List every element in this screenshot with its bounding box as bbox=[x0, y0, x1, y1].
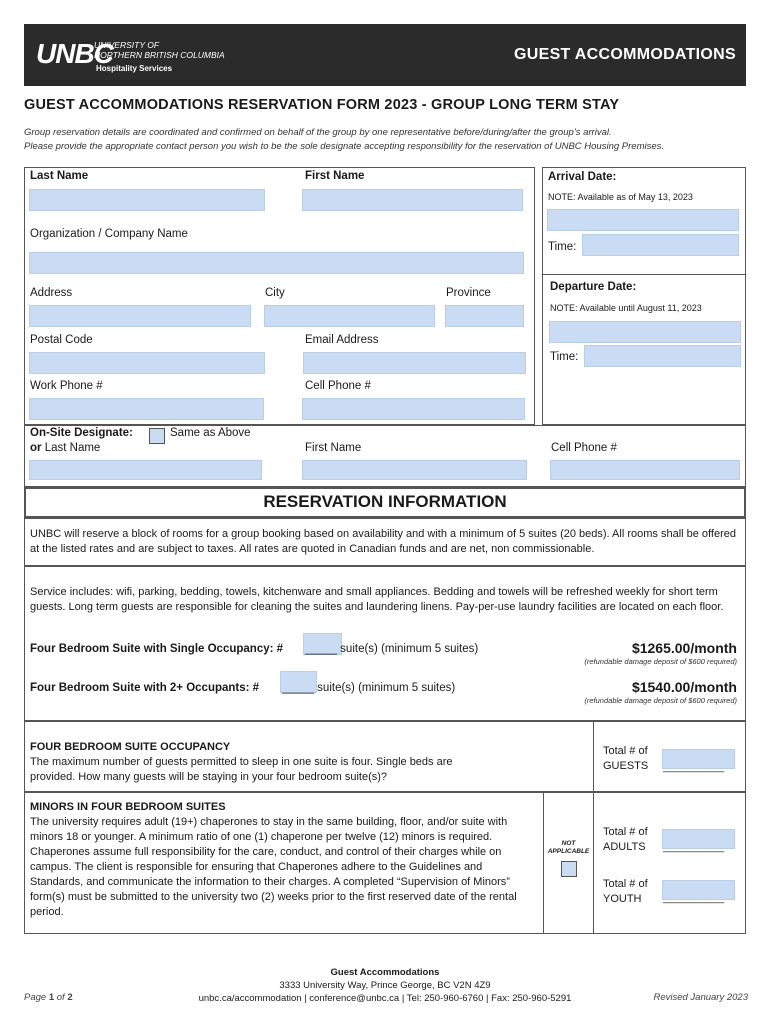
last-name-field[interactable] bbox=[29, 189, 265, 211]
not-applicable-line-1: NOT bbox=[561, 840, 576, 847]
departure-date-field[interactable] bbox=[549, 321, 741, 343]
total-adults-blank: __________ bbox=[663, 841, 725, 853]
email-field[interactable] bbox=[303, 352, 526, 374]
multi-occupancy-suffix: _____ suite(s) (minimum 5 suites) bbox=[282, 682, 456, 694]
occupancy-heading: FOUR BEDROOM SUITE OCCUPANCY bbox=[30, 741, 231, 753]
total-adults-label-2: ADULTS bbox=[603, 841, 646, 853]
work-phone-field[interactable] bbox=[29, 398, 264, 420]
multi-occupancy-label: Four Bedroom Suite with 2+ Occupants: # bbox=[30, 682, 260, 694]
university-line-1: UNIVERSITY OF bbox=[94, 40, 160, 50]
page-prefix: Page bbox=[24, 992, 47, 1003]
total-adults-label-1: Total # of bbox=[603, 826, 648, 838]
postal-code-label: Postal Code bbox=[30, 334, 93, 346]
total-youth-label-2: YOUTH bbox=[603, 893, 642, 905]
first-name-field[interactable] bbox=[302, 189, 523, 211]
total-guests-blank: __________ bbox=[663, 761, 725, 773]
header-title: GUEST ACCOMMODATIONS bbox=[514, 46, 736, 63]
unbc-logo: UNBC bbox=[36, 38, 113, 69]
city-field[interactable] bbox=[264, 305, 435, 327]
intro-line-1: Group reservation details are coordinated and confirmed on behalf of the group by one representative before/during/after the group’s arrival. bbox=[24, 127, 612, 138]
total-guests-label-2: GUESTS bbox=[603, 760, 649, 772]
total-adults-label bbox=[603, 825, 648, 855]
arrival-time-field[interactable] bbox=[582, 234, 739, 256]
multi-occupancy-deposit: (refundable damage deposit of $600 required) bbox=[584, 696, 737, 705]
total-youth-label-1: Total # of bbox=[603, 878, 648, 890]
university-line-2: NORTHERN BRITISH COLUMBIA bbox=[94, 50, 225, 60]
revised-date: Revised January 2023 bbox=[653, 992, 748, 1003]
arrival-note: NOTE: Available as of May 13, 2023 bbox=[548, 192, 693, 202]
onsite-first-name-field[interactable] bbox=[302, 460, 527, 480]
address-label: Address bbox=[30, 287, 73, 299]
same-as-above-checkbox[interactable] bbox=[149, 428, 165, 444]
organization-field[interactable] bbox=[29, 252, 524, 274]
onsite-last-name-field[interactable] bbox=[29, 460, 262, 480]
not-applicable-checkbox[interactable] bbox=[561, 861, 577, 877]
minors-text: The university requires adult (19+) chaperones to stay in the same building, floor, and/or suite with minors 18 or younger. A minimum ratio of one (1) chaperone per twelve (12) minors is required. Chaperones assume full responsibility for the care, conduct, and control of their charges while on campus. The client is responsible for ensuring that Chaperones adhere to the Guidelines and Standards, and communicate the information to their charges. A completed “Supervision of Minors” form(s) must be submitted to the university two (2) weeks prior to the first reserved date of the rental period. bbox=[30, 816, 517, 918]
footer-contact: unbc.ca/accommodation | conference@unbc.ca | Tel: 250-960-6760 | Fax: 250-960-5291 bbox=[198, 993, 572, 1004]
total-guests-label bbox=[603, 744, 648, 774]
departure-time-field[interactable] bbox=[584, 345, 741, 367]
onsite-first-name-label: First Name bbox=[305, 442, 362, 454]
page-total: 2 bbox=[67, 992, 73, 1003]
university-name bbox=[94, 40, 225, 60]
onsite-designate-label: On-Site Designate: bbox=[30, 427, 133, 439]
reservation-heading: RESERVATION INFORMATION bbox=[263, 492, 507, 511]
departure-time-label: Time: bbox=[550, 351, 579, 363]
cell-phone-label: Cell Phone # bbox=[305, 380, 371, 392]
total-youth-label bbox=[603, 877, 648, 907]
page-of: of bbox=[56, 992, 65, 1003]
form-title: GUEST ACCOMMODATIONS RESERVATION FORM 2023 - GROUP LONG TERM STAY bbox=[24, 97, 620, 113]
departure-note: NOTE: Available until August 11, 2023 bbox=[550, 303, 702, 313]
minors-heading: MINORS IN FOUR BEDROOM SUITES bbox=[30, 801, 226, 813]
single-occupancy-label: Four Bedroom Suite with Single Occupancy: # bbox=[30, 643, 284, 655]
cell-phone-field[interactable] bbox=[302, 398, 525, 420]
minors-divider-left bbox=[543, 792, 544, 934]
occupancy-text: The maximum number of guests permitted to sleep in one suite is four. Single beds are provided. How many guests will be staying in your four bedroom suite(s)? bbox=[30, 756, 453, 783]
email-label: Email Address bbox=[305, 334, 379, 346]
page-header bbox=[24, 24, 746, 86]
page-number bbox=[24, 992, 73, 1003]
city-label: City bbox=[265, 287, 285, 299]
not-applicable-label bbox=[544, 840, 593, 856]
not-applicable-line-2: APPLICABLE bbox=[547, 848, 590, 855]
footer-org: Guest Accommodations bbox=[330, 967, 440, 978]
province-label: Province bbox=[446, 287, 491, 299]
department-name: Hospitality Services bbox=[96, 64, 173, 73]
reservation-terms-text: UNBC will reserve a block of rooms for a group booking based on availability and with a minimum of 5 suites (20 beds). All rooms shall be offered at the listed rates and are subject to taxes. All rates are quoted in Canadian funds and are net, non commissionable. bbox=[30, 528, 736, 555]
same-as-above-label: Same as Above bbox=[170, 427, 251, 439]
departure-date-label: Departure Date: bbox=[550, 281, 637, 293]
onsite-cell-phone-field[interactable] bbox=[550, 460, 740, 480]
or-label: or bbox=[30, 442, 42, 454]
intro-text bbox=[24, 126, 746, 154]
single-occupancy-suffix: _____ suite(s) (minimum 5 suites) bbox=[305, 643, 479, 655]
arrival-time-label: Time: bbox=[548, 241, 577, 253]
last-name-label: Last Name bbox=[30, 170, 89, 182]
onsite-cell-phone-label: Cell Phone # bbox=[551, 442, 617, 454]
footer-contact-block bbox=[150, 966, 620, 1005]
onsite-last-name-text: Last Name bbox=[44, 442, 101, 454]
organization-label: Organization / Company Name bbox=[30, 228, 188, 240]
services-text: Service includes: wifi, parking, bedding, towels, kitchenware and small appliances. Bedding and towels will be refreshed weekly for short term guests. Long term guests are responsible for cleaning the suites and laundering linens. Pay-per-use laundry facilities are located on each floor. bbox=[30, 586, 724, 613]
address-field[interactable] bbox=[29, 305, 251, 327]
single-occupancy-deposit: (refundable damage deposit of $600 required) bbox=[584, 657, 737, 666]
total-youth-blank: __________ bbox=[663, 892, 725, 904]
footer-address: 3333 University Way, Prince George, BC V2N 4Z9 bbox=[279, 980, 491, 991]
work-phone-label: Work Phone # bbox=[30, 380, 103, 392]
onsite-last-name-label bbox=[30, 442, 100, 454]
page-current: 1 bbox=[48, 992, 55, 1003]
multi-occupancy-price: $1540.00/month bbox=[631, 679, 737, 695]
total-guests-label-1: Total # of bbox=[603, 745, 648, 757]
arrival-date-field[interactable] bbox=[547, 209, 739, 231]
province-field[interactable] bbox=[445, 305, 524, 327]
single-occupancy-price: $1265.00/month bbox=[631, 640, 737, 656]
intro-line-2: Please provide the appropriate contact person you wish to be the sole designate accepting responsibility for the reservation of UNBC Housing Premises. bbox=[24, 141, 665, 152]
occupancy-divider bbox=[593, 721, 594, 792]
first-name-label: First Name bbox=[305, 170, 365, 182]
postal-code-field[interactable] bbox=[29, 352, 265, 374]
minors-divider-right bbox=[593, 792, 594, 934]
arrival-date-label: Arrival Date: bbox=[548, 171, 617, 183]
